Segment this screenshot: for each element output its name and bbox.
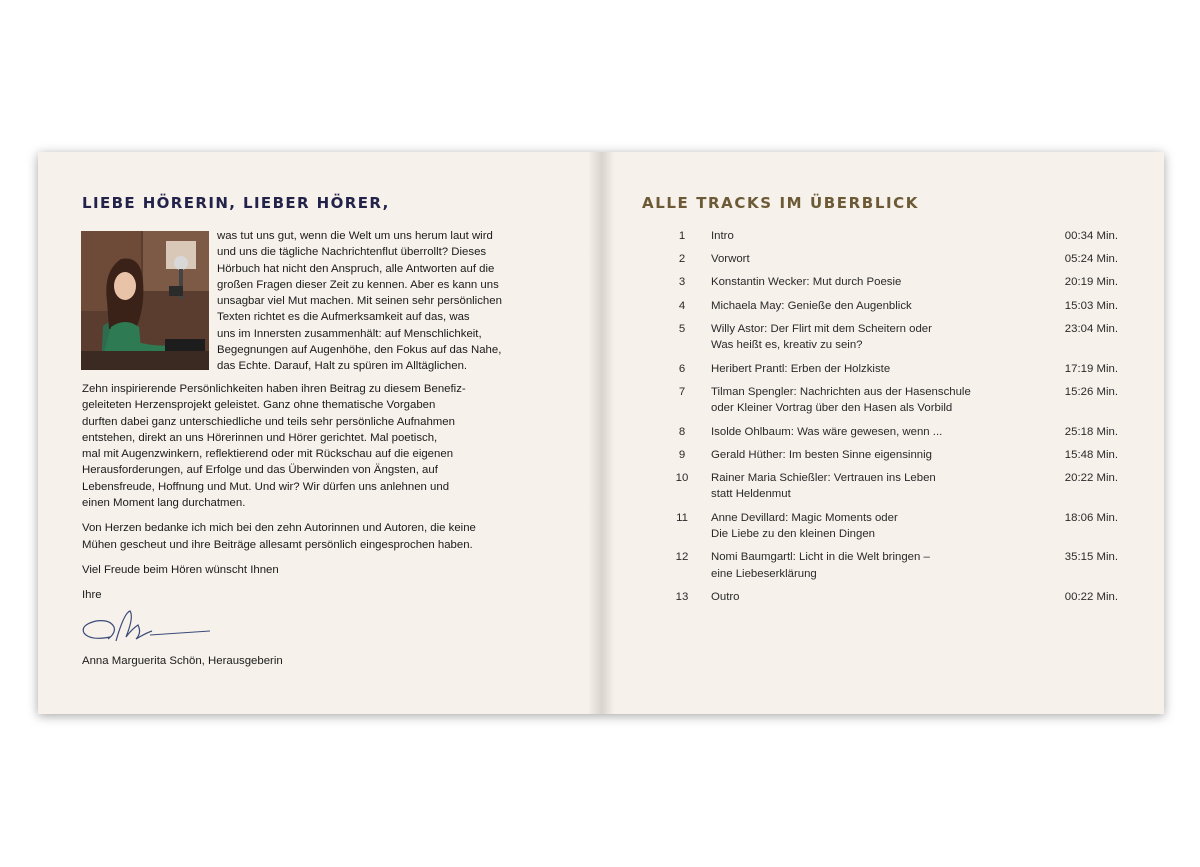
- text-line: mal mit Augenzwinkern, reflektierend oder mit Rückschau auf die eigenen: [82, 448, 454, 461]
- closing-line: Viel Freude beim Hören wünscht Ihnen: [82, 563, 279, 576]
- track-title: [711, 251, 1031, 268]
- track-title-line: Anne Devillard: Magic Moments oder: [711, 511, 898, 524]
- track-title-line: Heribert Prantl: Erben der Holzkiste: [711, 362, 891, 375]
- track-number: 2: [678, 253, 686, 266]
- track-title-line: Konstantin Wecker: Mut durch Poesie: [711, 276, 902, 289]
- track-number: 12: [675, 551, 689, 564]
- body-paragraph: [82, 381, 562, 604]
- track-duration: 25:18 Min.: [1064, 425, 1118, 438]
- track-title-line: Rainer Maria Schießler: Vertrauen ins Leben: [711, 471, 936, 484]
- track-title-line: Isolde Ohlbaum: Was wäre gewesen, wenn ...: [711, 425, 943, 438]
- track-title-line: Gerald Hüther: Im besten Sinne eigensinnig: [711, 448, 932, 461]
- track-number: 11: [676, 511, 688, 524]
- track-row: [642, 424, 1122, 441]
- track-duration: 00:22 Min.: [1064, 591, 1118, 604]
- track-duration: 20:22 Min.: [1064, 471, 1118, 484]
- track-number: 5: [678, 322, 686, 335]
- booklet-spread: [38, 152, 1164, 714]
- track-title-line: eine Liebeserklärung: [711, 568, 817, 581]
- text-line: durften dabei ganz unterschiedliche und teils sehr persönliche Aufnahmen: [82, 415, 455, 428]
- text-line: großen Fragen dieser Zeit zu kennen. Aber es kann uns: [217, 278, 499, 291]
- track-title: [711, 298, 1031, 315]
- track-number: 10: [675, 471, 689, 484]
- text-line: Zehn inspirierende Persönlichkeiten haben ihren Beitrag zu diesem Benefiz-: [82, 383, 466, 395]
- track-number: 1: [678, 230, 686, 242]
- track-title: [711, 321, 1031, 354]
- track-title-line: Willy Astor: Der Flirt mit dem Scheitern oder: [711, 322, 932, 335]
- track-title: [711, 549, 1031, 582]
- text-line: Begegnungen auf Augenhöhe, den Fokus auf das Nahe,: [217, 344, 502, 357]
- track-title-line: Intro: [711, 230, 734, 242]
- text-line: und uns die tägliche Nachrichtenflut überrollt? Dieses: [217, 246, 487, 259]
- left-page: [38, 152, 602, 714]
- author-photo: [81, 231, 209, 370]
- track-row: [642, 384, 1122, 417]
- track-duration: 18:06 Min.: [1064, 511, 1118, 524]
- track-duration: 20:19 Min.: [1064, 276, 1118, 289]
- track-number: 9: [678, 448, 686, 461]
- thanks-line: Mühen gescheut und ihre Beiträge allesamt persönlich eingesprochen haben.: [82, 538, 473, 551]
- thanks-line: Von Herzen bedanke ich mich bei den zehn Autorinnen und Autoren, die keine: [82, 522, 476, 535]
- track-duration: 15:48 Min.: [1064, 448, 1118, 461]
- track-duration: 00:34 Min.: [1064, 230, 1118, 242]
- track-duration: 15:26 Min.: [1064, 385, 1118, 398]
- track-duration: 17:19 Min.: [1064, 362, 1118, 375]
- track-title: [711, 510, 1031, 543]
- track-title-line: Vorwort: [711, 253, 750, 266]
- track-title-line: Die Liebe zu den kleinen Dingen: [711, 528, 876, 541]
- text-line: was tut uns gut, wenn die Welt um uns herum laut wird: [217, 230, 493, 242]
- track-title: [711, 228, 1031, 245]
- track-row: [642, 589, 1122, 606]
- text-line: entstehen, direkt an uns Hörerinnen und Hörer gerichtet. Mal poetisch,: [82, 431, 438, 444]
- track-title: [711, 361, 1031, 378]
- track-row: [642, 549, 1122, 582]
- track-title-line: statt Heldenmut: [711, 488, 791, 501]
- text-line: Lebensfreude, Hoffnung und Mut. Und wir? Wir dürfen uns anlehnen und: [82, 480, 450, 493]
- handwritten-signature: [80, 607, 220, 656]
- track-list: [642, 228, 1122, 612]
- text-line: Hörbuch hat nicht den Anspruch, alle Antworten auf die: [217, 262, 495, 275]
- track-title: [711, 274, 1031, 291]
- track-title: [711, 447, 1031, 464]
- text-line: unsagbar viel Mut machen. Mit seinen sehr persönlichen: [217, 295, 502, 308]
- track-title-line: oder Kleiner Vortrag über den Hasen als Vorbild: [711, 402, 953, 415]
- track-number: 4: [678, 299, 686, 312]
- text-line: Texten richtet es die Aufmerksamkeit auf das, was: [217, 311, 470, 324]
- track-row: [642, 361, 1122, 378]
- text-line: Herausforderungen, auf Erfolge und das Überwinden von Ängsten, auf: [82, 464, 438, 477]
- text-line: uns im Innersten zusammenhält: auf Menschlichkeit,: [217, 327, 482, 340]
- track-number: 13: [675, 591, 689, 604]
- track-title-line: Tilman Spengler: Nachrichten aus der Hasenschule: [711, 385, 971, 398]
- right-page: [602, 152, 1164, 714]
- track-row: [642, 251, 1122, 268]
- track-row: [642, 298, 1122, 315]
- text-line: einen Moment lang durchatmen.: [82, 497, 246, 510]
- intro-paragraph: [217, 228, 557, 375]
- track-title-line: Outro: [711, 591, 740, 604]
- text-line: das Echte. Darauf, Halt zu spüren im Alltäglichen.: [217, 360, 468, 373]
- track-duration: 35:15 Min.: [1064, 551, 1118, 564]
- track-title-line: Nomi Baumgartl: Licht in die Welt bringen –: [711, 551, 930, 564]
- track-number: 8: [678, 425, 686, 438]
- track-duration: 15:03 Min.: [1064, 299, 1118, 312]
- track-row: [642, 447, 1122, 464]
- track-row: [642, 228, 1122, 245]
- track-title: [711, 470, 1031, 503]
- track-title: [711, 589, 1031, 606]
- greeting-heading: LIEBE HÖRERIN, LIEBER HÖRER,: [82, 194, 390, 212]
- track-number: 6: [678, 362, 686, 375]
- track-row: [642, 274, 1122, 291]
- track-duration: 23:04 Min.: [1064, 322, 1118, 335]
- track-title-line: Was heißt es, kreativ zu sein?: [711, 339, 863, 352]
- track-title-line: Michaela May: Genieße den Augenblick: [711, 299, 912, 312]
- track-duration: 05:24 Min.: [1064, 253, 1118, 266]
- track-row: [642, 321, 1122, 354]
- closing-word: Ihre: [82, 589, 102, 602]
- track-title: [711, 424, 1031, 441]
- signer-name: Anna Marguerita Schön, Herausgeberin: [82, 655, 283, 667]
- tracklist-heading: ALLE TRACKS IM ÜBERBLICK: [642, 194, 919, 212]
- text-line: geleiteten Herzensprojekt geleistet. Ganz ohne thematische Vorgaben: [82, 399, 436, 412]
- track-row: [642, 510, 1122, 543]
- track-row: [642, 470, 1122, 503]
- track-number: 3: [678, 276, 686, 289]
- track-number: 7: [678, 385, 686, 398]
- track-title: [711, 384, 1031, 417]
